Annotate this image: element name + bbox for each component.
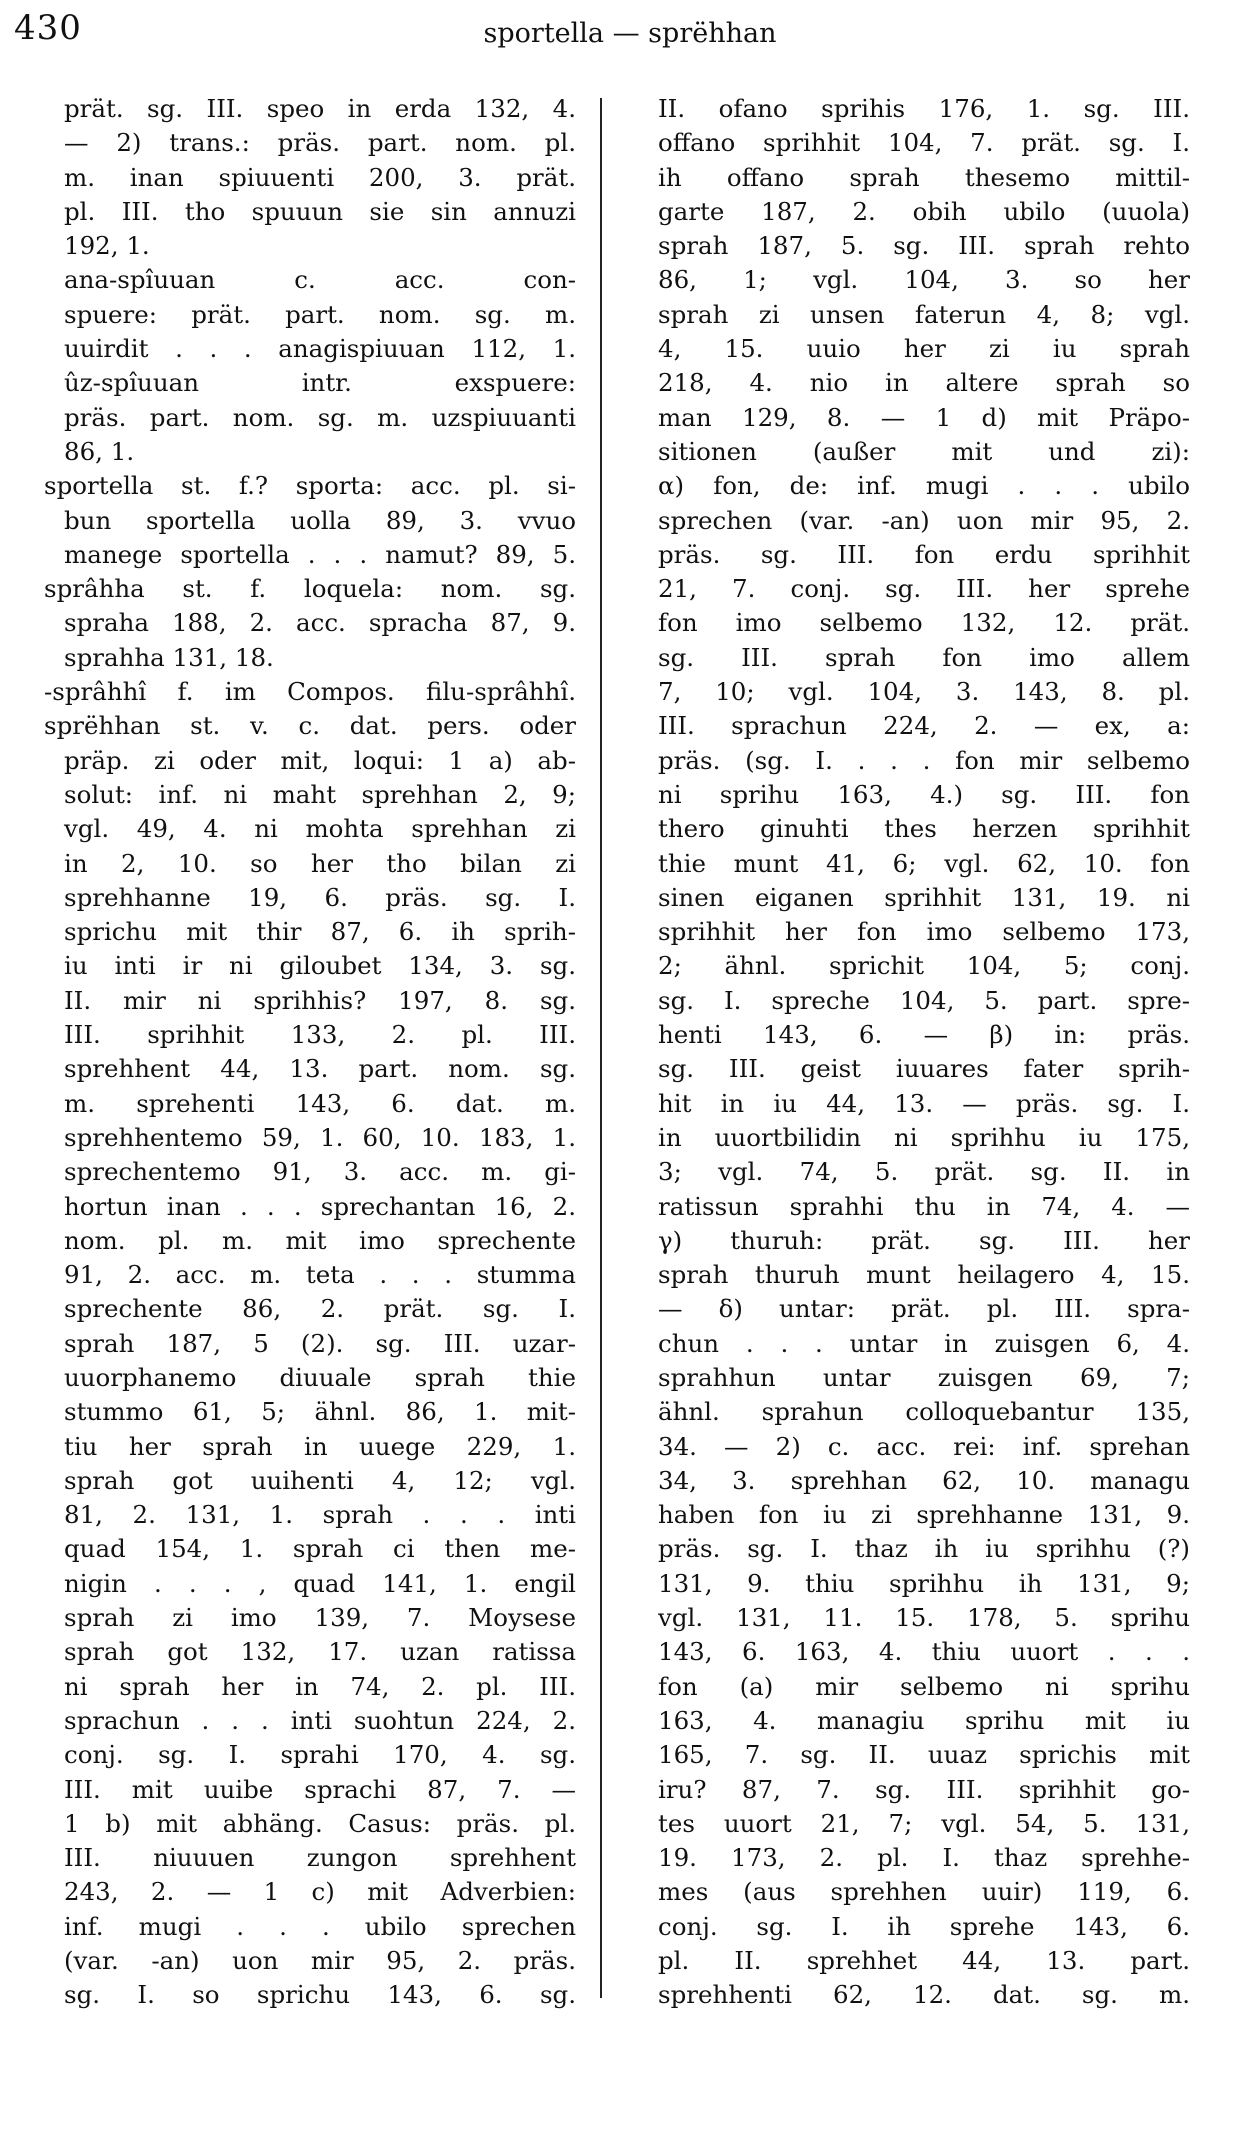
text-line: henti 143, 6. — β) in: präs. <box>658 1020 1190 1050</box>
text-line: II. ofano sprihis 176, 1. sg. III. <box>658 94 1190 123</box>
column-divider <box>600 98 602 1998</box>
text-line: ni sprah her in 74, 2. pl. III. <box>64 1671 576 1701</box>
text-line: sg. III. geist iuuares fater sprih- <box>658 1054 1190 1084</box>
text-line: mes (aus sprehhen uuir) 119, 6. <box>658 1877 1190 1907</box>
text-line: sportella st. f.? sporta: acc. pl. si- <box>44 471 576 501</box>
text-line: quad 154, 1. sprah ci then me- <box>64 1534 576 1564</box>
text-line: bun sportella uolla 89, 3. vvuo <box>64 505 576 535</box>
left-column <box>44 92 576 2013</box>
text-line: 4, 15. uuio her zi iu sprah <box>658 334 1190 364</box>
text-line: präs. sg. I. thaz ih iu sprihhu (?) <box>658 1534 1190 1564</box>
text-line: fon (a) mir selbemo ni sprihu <box>658 1671 1190 1701</box>
text-line: 86, 1; vgl. 104, 3. so her <box>658 265 1190 295</box>
text-line: sprechen (var. -an) uon mir 95, 2. <box>658 505 1190 535</box>
text-line: sprichu mit thir 87, 6. ih sprih- <box>64 917 576 947</box>
text-line: fon imo selbemo 132, 12. prät. <box>658 608 1190 638</box>
text-line: sprah 187, 5. sg. III. sprah rehto <box>658 231 1190 261</box>
text-line: pl. III. tho spuuun sie sin annuzi <box>64 196 576 226</box>
text-line: — δ) untar: prät. pl. III. spra- <box>658 1294 1190 1324</box>
text-line: thero ginuhti thes herzen sprihhit <box>658 814 1190 844</box>
text-line: III. sprachun 224, 2. — ex, a: <box>658 711 1190 741</box>
text-line: 143, 6. 163, 4. thiu uuort . . . <box>658 1637 1190 1667</box>
text-line: sprah thuruh munt heilagero 4, 15. <box>658 1260 1190 1290</box>
text-line: sprah 187, 5 (2). sg. III. uzar- <box>64 1328 576 1358</box>
text-line: 2; ähnl. sprichit 104, 5; conj. <box>658 951 1190 981</box>
text-line: vgl. 131, 11. 15. 178, 5. sprihu <box>658 1603 1190 1633</box>
text-line: hit in iu 44, 13. — präs. sg. I. <box>658 1088 1190 1118</box>
text-line: solut: inf. ni maht sprehhan 2, 9; <box>64 779 576 809</box>
text-line: hortun inan . . . sprechantan 16, 2. <box>64 1191 576 1221</box>
page-header <box>0 0 1244 90</box>
text-line: sprah zi unsen faterun 4, 8; vgl. <box>658 299 1190 329</box>
text-line: — 2) trans.: präs. part. nom. pl. <box>64 128 576 158</box>
text-line: sprechentemo 91, 3. acc. m. gi- <box>64 1157 576 1187</box>
text-line: ana-spîuuan c. acc. con- <box>64 265 576 295</box>
text-line: 7, 10; vgl. 104, 3. 143, 8. pl. <box>658 677 1190 707</box>
text-line: sprihhit her fon imo selbemo 173, <box>658 917 1190 947</box>
running-title: sportella — sprëhhan <box>483 18 777 49</box>
text-line: 163, 4. managiu sprihu mit iu <box>658 1705 1190 1735</box>
text-line: sinen eiganen sprihhit 131, 19. ni <box>658 882 1190 912</box>
text-line: ratissun sprahhi thu in 74, 4. — <box>658 1191 1190 1221</box>
text-line: sprëhhan st. v. c. dat. pers. oder <box>44 711 576 741</box>
text-line: 1 b) mit abhäng. Casus: präs. pl. <box>64 1808 576 1838</box>
text-line: 3; vgl. 74, 5. prät. sg. II. in <box>658 1157 1190 1187</box>
text-line: 218, 4. nio in altere sprah so <box>658 368 1190 398</box>
text-line: nom. pl. m. mit imo sprechente <box>64 1225 576 1255</box>
text-line: sprehhanne 19, 6. präs. sg. I. <box>64 882 576 912</box>
text-line: conj. sg. I. sprahi 170, 4. sg. <box>64 1740 576 1770</box>
text-line: γ) thuruh: prät. sg. III. her <box>658 1225 1190 1255</box>
text-line: nigin . . . , quad 141, 1. engil <box>64 1568 576 1598</box>
text-line: sprahhun untar zuisgen 69, 7; <box>658 1362 1190 1392</box>
text-line: sprehhenti 62, 12. dat. sg. m. <box>658 1980 1190 2010</box>
text-line: m. inan spiuuenti 200, 3. prät. <box>64 162 576 192</box>
text-line: 86, 1. <box>64 436 135 466</box>
text-line: ähnl. sprahun colloquebantur 135, <box>658 1397 1190 1427</box>
text-line: 34, 3. sprehhan 62, 10. managu <box>658 1465 1190 1495</box>
text-line: präs. part. nom. sg. m. uzspiuuanti <box>64 402 576 432</box>
text-line: ih offano sprah thesemo mittil- <box>658 162 1190 192</box>
text-line: 192, 1. <box>64 231 150 261</box>
text-line: pl. II. sprehhet 44, 13. part. <box>658 1946 1190 1976</box>
text-line: vgl. 49, 4. ni mohta sprehhan zi <box>64 814 576 844</box>
text-line: inf. mugi . . . ubilo sprechen <box>64 1911 576 1941</box>
text-line: sprachun . . . inti suohtun 224, 2. <box>64 1705 576 1735</box>
text-line: präs. (sg. I. . . . fon mir selbemo <box>658 745 1190 775</box>
text-line: haben fon iu zi sprehhanne 131, 9. <box>658 1500 1190 1530</box>
page-number: 430 <box>14 8 82 48</box>
text-line: 21, 7. conj. sg. III. her sprehe <box>658 574 1190 604</box>
text-line: II. mir ni sprihhis? 197, 8. sg. <box>64 985 576 1015</box>
text-line: sprechente 86, 2. prät. sg. I. <box>64 1294 576 1324</box>
text-line: III. niuuuen zungon sprehhent <box>64 1843 576 1873</box>
text-line: sg. III. sprah fon imo allem <box>658 642 1190 672</box>
text-line: tes uuort 21, 7; vgl. 54, 5. 131, <box>658 1808 1190 1838</box>
text-line: 131, 9. thiu sprihhu ih 131, 9; <box>658 1568 1190 1598</box>
text-line: α) fon, de: inf. mugi . . . ubilo <box>658 471 1190 501</box>
text-line: 19. 173, 2. pl. I. thaz sprehhe- <box>658 1843 1190 1873</box>
text-line: (var. -an) uon mir 95, 2. präs. <box>64 1946 576 1976</box>
right-column <box>658 92 1190 2013</box>
text-line: prät. sg. III. speo in erda 132, 4. <box>64 94 576 123</box>
text-line: ni sprihu 163, 4.) sg. III. fon <box>658 779 1190 809</box>
text-line: -sprâhhî f. im Compos. filu-sprâhhî. <box>44 677 576 707</box>
text-line: präs. sg. III. fon erdu sprihhit <box>658 539 1190 569</box>
text-line: m. sprehenti 143, 6. dat. m. <box>64 1088 576 1118</box>
text-line: garte 187, 2. obih ubilo (uuola) <box>658 196 1190 226</box>
text-line: iru? 87, 7. sg. III. sprihhit go- <box>658 1774 1190 1804</box>
text-line: spuere: prät. part. nom. sg. m. <box>64 299 576 329</box>
text-line: in uuortbilidin ni sprihhu iu 175, <box>658 1122 1190 1152</box>
text-line: man 129, 8. — 1 d) mit Präpo- <box>658 402 1190 432</box>
text-line: in 2, 10. so her tho bilan zi <box>64 848 576 878</box>
text-line: 165, 7. sg. II. uuaz sprichis mit <box>658 1740 1190 1770</box>
text-line: stummo 61, 5; ähnl. 86, 1. mit- <box>64 1397 576 1427</box>
text-line: manege sportella . . . namut? 89, 5. <box>64 539 576 569</box>
text-line: III. sprihhit 133, 2. pl. III. <box>64 1020 576 1050</box>
text-line: thie munt 41, 6; vgl. 62, 10. fon <box>658 848 1190 878</box>
text-line: präp. zi oder mit, loqui: 1 a) ab- <box>64 745 576 775</box>
text-line: 81, 2. 131, 1. sprah . . . inti <box>64 1500 576 1530</box>
text-line: spraha 188, 2. acc. spracha 87, 9. <box>64 608 576 638</box>
text-line: ûz-spîuuan intr. exspuere: <box>64 368 576 398</box>
text-line: sprehhentemo 59, 1. 60, 10. 183, 1. <box>64 1122 576 1152</box>
text-line: sprah got 132, 17. uzan ratissa <box>64 1637 576 1667</box>
text-line: 243, 2. — 1 c) mit Adverbien: <box>64 1877 576 1907</box>
text-line: sprâhha st. f. loquela: nom. sg. <box>44 574 576 604</box>
text-line: sprah zi imo 139, 7. Moysese <box>64 1603 576 1633</box>
text-line: 34. — 2) c. acc. rei: inf. sprehan <box>658 1431 1190 1461</box>
text-line: sg. I. spreche 104, 5. part. spre- <box>658 985 1190 1015</box>
text-line: iu inti ir ni giloubet 134, 3. sg. <box>64 951 576 981</box>
text-line: conj. sg. I. ih sprehe 143, 6. <box>658 1911 1190 1941</box>
text-line: 91, 2. acc. m. teta . . . stumma <box>64 1260 576 1290</box>
text-line: sprah got uuihenti 4, 12; vgl. <box>64 1465 576 1495</box>
text-line: sprahha 131, 18. <box>64 642 274 672</box>
text-line: sitionen (außer mit und zi): <box>658 436 1190 466</box>
text-line: offano sprihhit 104, 7. prät. sg. I. <box>658 128 1190 158</box>
text-line: chun . . . untar in zuisgen 6, 4. <box>658 1328 1190 1358</box>
text-line: III. mit uuibe sprachi 87, 7. — <box>64 1774 576 1804</box>
text-line: sprehhent 44, 13. part. nom. sg. <box>64 1054 576 1084</box>
text-line: uuorphanemo diuuale sprah thie <box>64 1362 576 1392</box>
text-line: sg. I. so sprichu 143, 6. sg. <box>64 1980 576 2010</box>
text-line: uuirdit . . . anagispiuuan 112, 1. <box>64 334 576 364</box>
text-line: tiu her sprah in uuege 229, 1. <box>64 1431 576 1461</box>
